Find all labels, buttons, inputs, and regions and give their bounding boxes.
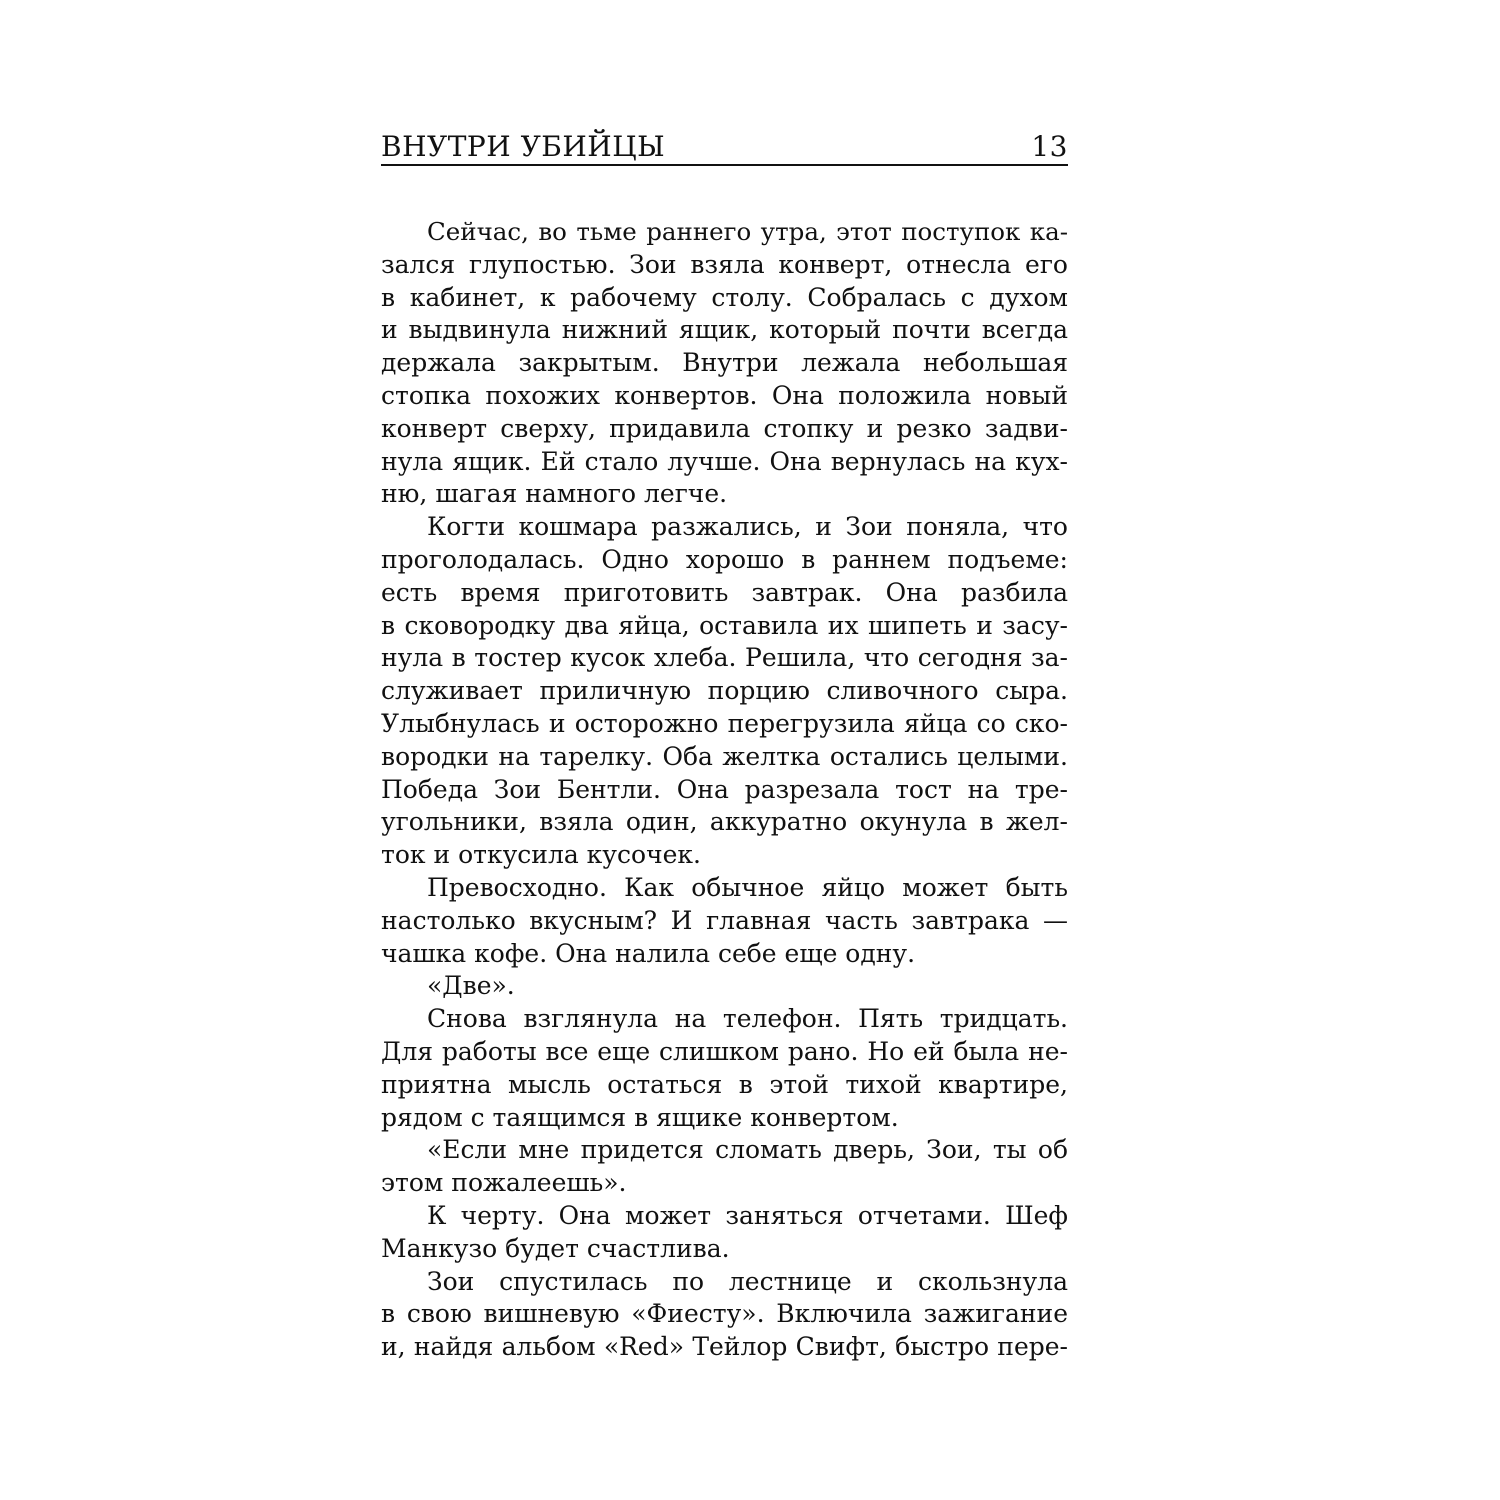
text-line: и выдвинула нижний ящик, который почти всегда: [381, 315, 1068, 345]
text-line: приятна мысль остаться в этой тихой квартире,: [381, 1069, 1068, 1099]
text-line: «Две».: [427, 971, 515, 1001]
text-line: угольники, взяла один, аккуратно окунула в жел-: [381, 807, 1068, 837]
text-line: конверт сверху, придавила стопку и резко задви-: [381, 413, 1068, 443]
text-line: ню, шагая намного легче.: [381, 479, 728, 509]
text-line: К черту. Она может заняться отчетами. Шеф: [427, 1200, 1068, 1230]
text-line: настолько вкусным? И главная часть завтрака —: [381, 905, 1068, 935]
text-line: Снова взглянула на телефон. Пять тридцать.: [427, 1004, 1068, 1034]
text-line: в свою вишневую «Фиесту». Включила зажигание: [381, 1299, 1068, 1329]
running-head: [381, 128, 1068, 166]
text-line: держала закрытым. Внутри лежала небольшая: [381, 348, 1068, 378]
text-line: стопка похожих конвертов. Она положила новый: [381, 380, 1068, 410]
text-line: есть время приготовить завтрак. Она разбила: [381, 577, 1068, 607]
text-line: в кабинет, к рабочему столу. Собралась с духом: [381, 282, 1068, 312]
text-line: чашка кофе. Она налила себе еще одну.: [381, 938, 916, 968]
text-line: Для работы все еще слишком рано. Но ей была не-: [381, 1036, 1068, 1066]
text-line: этом пожалеешь».: [381, 1168, 627, 1198]
text-line: ток и откусила кусочек.: [381, 840, 701, 870]
text-line: служивает приличную порцию сливочного сыра.: [381, 676, 1068, 706]
text-line: нула в тостер кусок хлеба. Решила, что сегодня за-: [381, 643, 1068, 673]
text-line: рядом с таящимся в ящике конвертом.: [381, 1102, 899, 1132]
text-line: Зои спустилась по лестнице и скользнула: [427, 1266, 1068, 1296]
running-head-title: ВНУТРИ УБИЙЦЫ: [381, 130, 666, 163]
text-line: Когти кошмара разжались, и Зои поняла, что: [427, 512, 1068, 542]
text-line: и, найдя альбом «Red» Тейлор Свифт, быстро пере-: [381, 1332, 1068, 1362]
page-number: 13: [1031, 130, 1068, 163]
text-line: Победа Зои Бентли. Она разрезала тост на тре-: [381, 774, 1068, 804]
text-line: «Если мне придется сломать дверь, Зои, ты об: [427, 1135, 1068, 1165]
text-line: нула ящик. Ей стало лучше. Она вернулась на кух-: [381, 446, 1068, 476]
book-page: [381, 128, 1068, 1364]
text-line: Улыбнулась и осторожно перегрузила яйца со ско-: [381, 708, 1068, 738]
text-line: проголодалась. Одно хорошо в раннем подъеме:: [381, 544, 1068, 574]
text-line: вородки на тарелку. Оба желтка остались целыми.: [381, 741, 1068, 771]
text-line: Сейчас, во тьме раннего утра, этот поступок ка-: [427, 217, 1068, 246]
text-line: Манкузо будет счастлива.: [381, 1233, 730, 1263]
text-line: Превосходно. Как обычное яйцо может быть: [427, 872, 1068, 902]
body-text: [381, 216, 1068, 1364]
text-line: в сковородку два яйца, оставила их шипеть и засу-: [381, 610, 1068, 640]
text-line: зался глупостью. Зои взяла конверт, отнесла его: [381, 249, 1068, 279]
